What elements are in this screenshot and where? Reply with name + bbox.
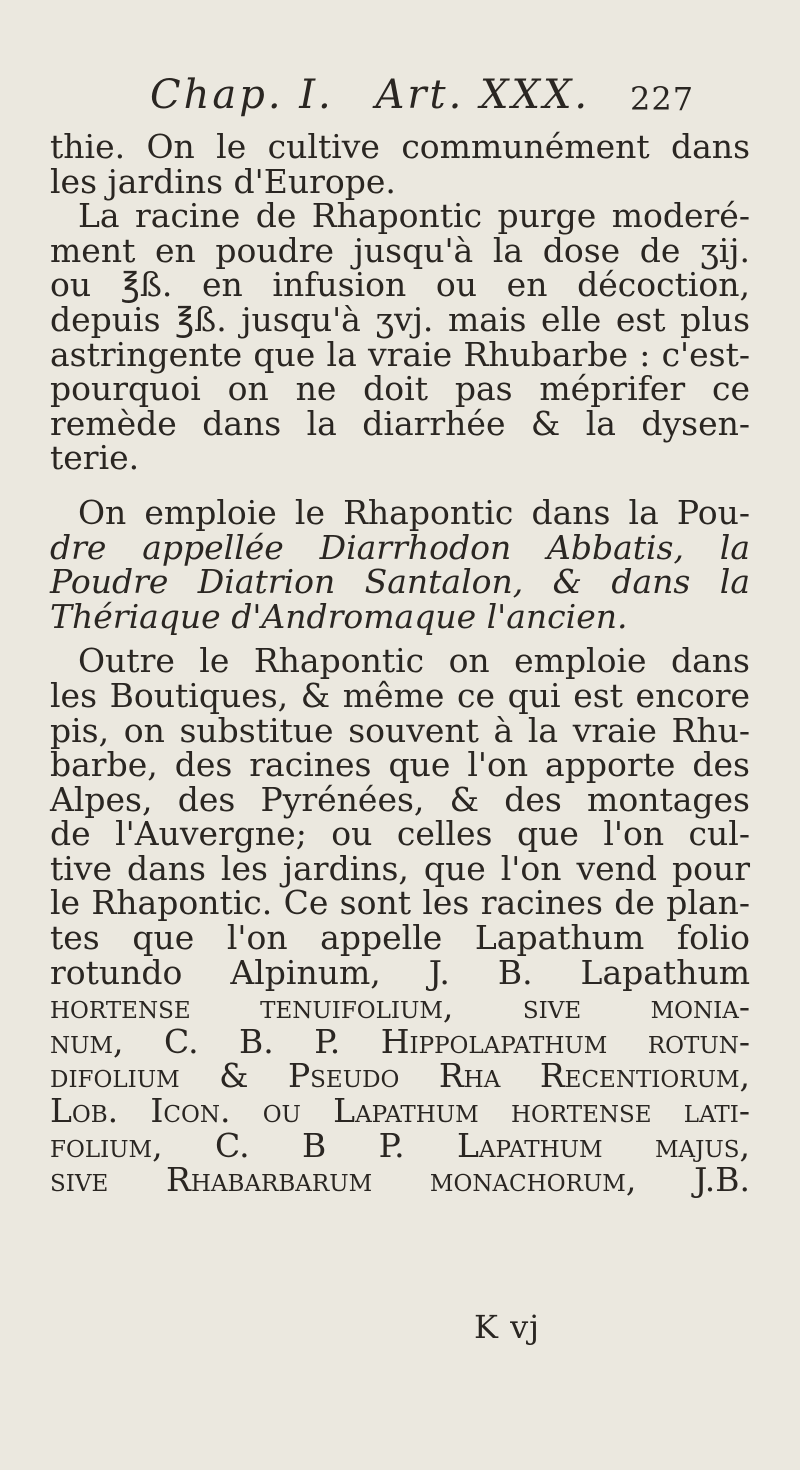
text-line: astringente que la vraie Rhubarbe : c'est-: [50, 334, 750, 374]
text-line: pourquoi on ne doit pas méprifer ce: [50, 369, 750, 409]
text-line: Thériaque d'Andromaque l'ancien.: [50, 596, 628, 636]
article-label: Art. XXX.: [375, 72, 591, 118]
text-line: le Rhapontic. Ce sont les racines de plan-: [50, 883, 750, 923]
text-line: tes que l'on appelle Lapathum folio: [50, 918, 750, 958]
text-line: depuis ℥ß. jusqu'à ʒvj. mais elle est plus: [50, 299, 750, 339]
text-line: terie.: [50, 438, 140, 478]
text-line: les Boutiques, & même ce qui est encore: [50, 675, 750, 715]
text-line: Outre le Rhapontic on emploie dans: [78, 641, 750, 681]
text-line: barbe, des racines que l'on apporte des: [50, 745, 750, 785]
text-line: tive dans les jardins, que l'on vend pour: [50, 848, 750, 888]
text-line: hortense tenuifolium, sive monia-: [50, 987, 750, 1027]
text-line: pis, on substitue souvent à la vraie Rhu-: [50, 710, 750, 750]
text-line: ment en poudre jusqu'à la dose de ʒij.: [50, 230, 750, 270]
text-line: La racine de Rhapontic purge moderé-: [78, 196, 750, 236]
body-text: [50, 127, 750, 1200]
paragraph-1: [50, 127, 750, 201]
text-line: difolium & Pseudo Rha Recentiorum,: [50, 1056, 750, 1096]
text-line: Alpes, des Pyrénées, & des montages: [50, 779, 750, 819]
text-line: dre appellée Diarrhodon Abbatis, la: [50, 527, 750, 567]
text-line: sive Rhabarbarum monachorum, J.B.: [50, 1160, 750, 1200]
page-number: 227: [630, 80, 695, 118]
text-line: On emploie le Rhapontic dans la Pou-: [78, 492, 750, 532]
text-line: rotundo Alpinum, J. B. Lapathum: [50, 952, 750, 992]
chapter-label: Chap. I.: [150, 72, 334, 118]
paragraph-4: [50, 641, 750, 1200]
text-line: remède dans la diarrhée & la dysen-: [50, 403, 750, 443]
running-header: [150, 72, 695, 118]
text-line: ou ℥ß. en infusion ou en décoction,: [50, 265, 750, 305]
paragraph-2: [50, 196, 750, 478]
signature-mark: K vj: [474, 1308, 541, 1346]
text-line: de l'Auvergne; ou celles que l'on cul-: [50, 814, 750, 854]
text-line: Lob. Icon. ou Lapathum hortense lati-: [50, 1091, 750, 1131]
text-line: num, C. B. P. Hippolapathum rotun-: [50, 1021, 750, 1061]
text-line: les jardins d'Europe.: [50, 161, 396, 201]
paragraph-3: [50, 492, 750, 636]
text-line: thie. On le cultive communément dans: [50, 127, 750, 166]
text-line: Poudre Diatrion Santalon, & dans la: [50, 562, 750, 602]
text-line: folium, C. B P. Lapathum majus,: [50, 1125, 750, 1165]
